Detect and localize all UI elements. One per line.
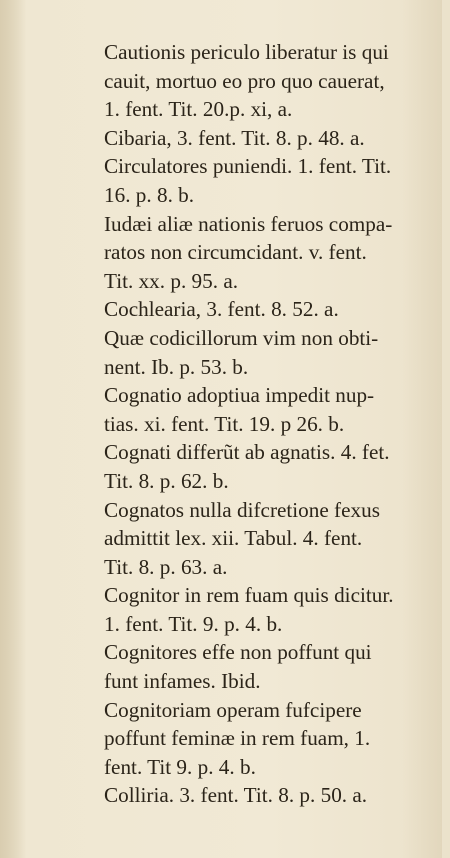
entry-line: Tit. 8. p. 62. b. (104, 468, 229, 493)
entry-line: Cognatos nulla difcretione fexus (104, 497, 380, 522)
entry-line: funt infames. Ibid. (104, 669, 261, 694)
entry-line: Cibaria, 3. fent. Tit. 8. p. 48. a. (104, 125, 365, 150)
entry-line: Colliria. 3. fent. Tit. 8. p. 50. a. (104, 783, 368, 808)
entry-line: 1. fent. Tit. 20.p. xi, a. (104, 97, 293, 122)
entry-line: Circulatores puniendi. 1. fent. Tit. (104, 154, 392, 179)
entry-line: 16. p. 8. b. (104, 182, 195, 207)
entry-line: 1. fent. Tit. 9. p. 4. b. (104, 611, 283, 636)
entry-line: Iudæi aliæ nationis feruos compa- (104, 211, 393, 236)
entry-line: Cognitoriam operam fufcipere (104, 697, 362, 722)
entry-line: ratos non circumcidant. v. fent. (104, 240, 367, 265)
entry-line: Cognitor in rem fuam quis dicitur. (104, 583, 394, 608)
entry-line: Cognati differũt ab agnatis. 4. fet. (104, 440, 390, 465)
entry-line: tias. xi. fent. Tit. 19. p 26. b. (104, 411, 345, 436)
entry-line: cauit, mortuo eo pro quo cauerat, (104, 68, 385, 93)
entry-line: admittit lex. xii. Tabul. 4. fent. (104, 526, 363, 551)
entry-line: Tit. xx. p. 95. a. (104, 268, 239, 293)
page-gutter-shadow (0, 0, 26, 858)
entry-line: Tit. 8. p. 63. a. (104, 554, 228, 579)
entry-line: nent. Ib. p. 53. b. (104, 354, 249, 379)
entry-line: Cochlearia, 3. fent. 8. 52. a. (104, 297, 339, 322)
entry-line: Cognitores effe non poffunt qui (104, 640, 372, 665)
index-entries (104, 38, 424, 810)
entry-line: Cautionis periculo liberatur is qui (104, 40, 389, 64)
entry-line: poffunt feminæ in rem fuam, 1. (104, 726, 371, 751)
entry-line: Cognatio adoptiua impedit nup- (104, 383, 375, 408)
entry-line: Quæ codicillorum vim non obti- (104, 325, 379, 350)
entry-line: fent. Tit 9. p. 4. b. (104, 754, 256, 779)
